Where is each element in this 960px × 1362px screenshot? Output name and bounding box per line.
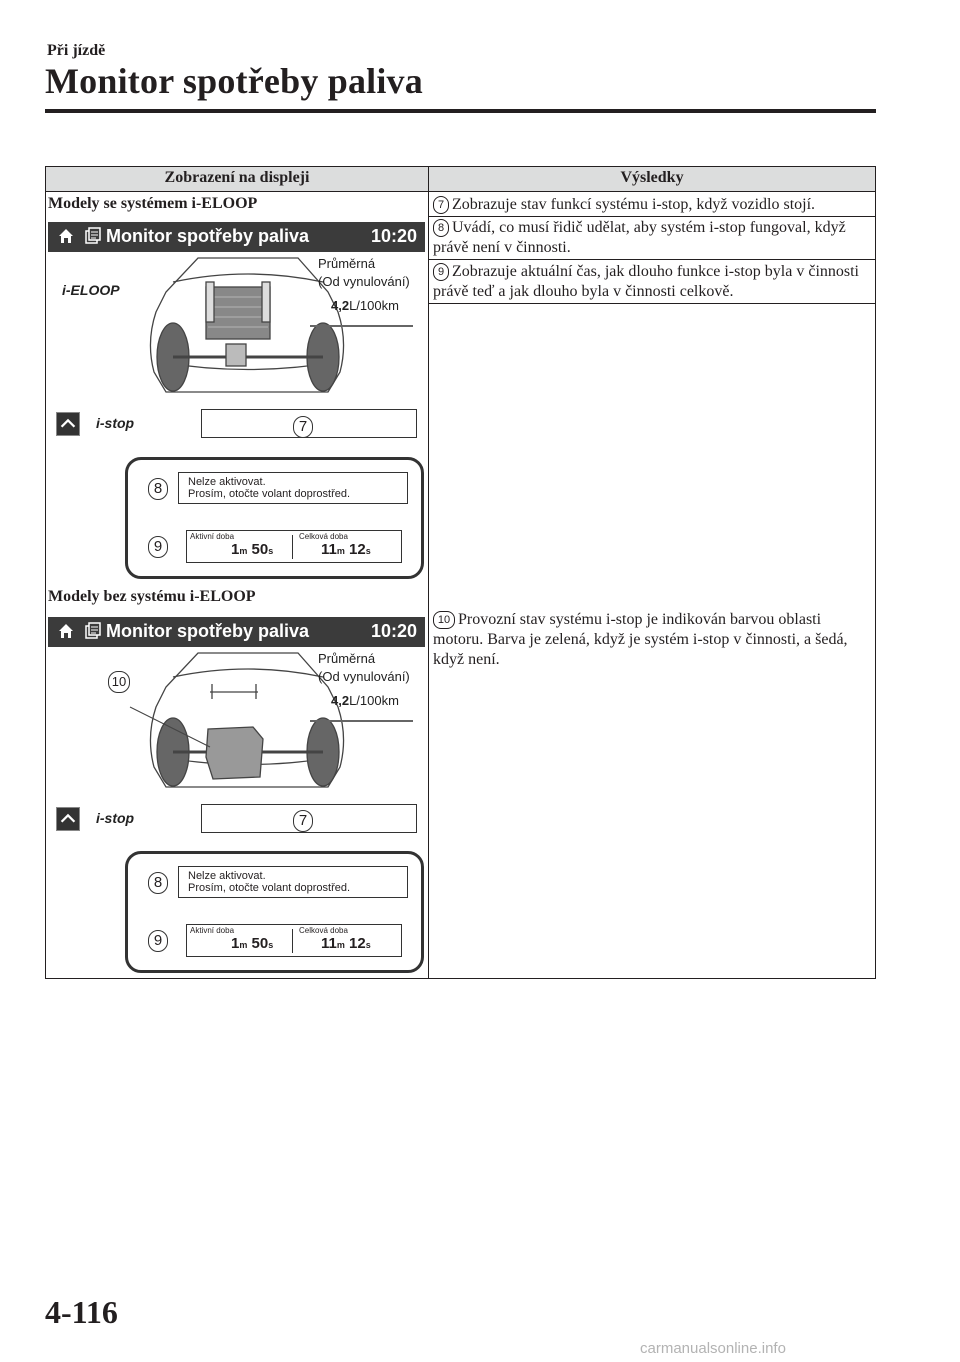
callout-8: 8 xyxy=(148,872,168,894)
message-line-2: Prosím, otočte volant doprostřed. xyxy=(188,488,351,500)
callout-7: 7 xyxy=(293,416,313,438)
message-line-2: Prosím, otočte volant doprostřed. xyxy=(188,882,351,894)
active-time-label: Aktivní doba xyxy=(190,532,235,541)
callout-9: 9 xyxy=(148,930,168,952)
total-time-label: Celková doba xyxy=(299,926,348,935)
avg-number: 4,2 xyxy=(331,298,350,313)
screen-header xyxy=(48,617,425,647)
home-icon xyxy=(57,227,75,245)
average-label: Průměrná xyxy=(318,651,376,666)
screen-title: Monitor spotřeby paliva xyxy=(106,621,310,641)
istop-label: i-stop xyxy=(96,810,135,826)
screen-clock: 10:20 xyxy=(370,226,417,246)
home-icon xyxy=(57,622,75,640)
total-time-label: Celková doba xyxy=(299,532,348,541)
screen-title: Monitor spotřeby paliva xyxy=(106,226,310,246)
time-separator xyxy=(292,929,293,953)
callout-number: 8 xyxy=(433,219,449,237)
row-divider xyxy=(429,303,875,304)
message-line-1: Nelze aktivovat. xyxy=(188,870,266,882)
callout-9: 9 xyxy=(148,536,168,558)
time-box xyxy=(186,530,402,563)
avg-number: 4,2 xyxy=(331,693,350,708)
document-icon xyxy=(84,227,102,245)
result-item-7 xyxy=(433,195,869,215)
callout-7: 7 xyxy=(293,810,313,832)
model-label-with-eloop: Modely se systémem i-ELOOP xyxy=(48,195,258,212)
result-item-9 xyxy=(433,262,869,302)
active-time-value: 1m 50s xyxy=(231,935,274,952)
header-results: Výsledky xyxy=(620,169,684,186)
average-sub-label: (Od vynulování) xyxy=(318,274,410,289)
model-label-without-eloop: Modely bez systému i-ELOOP xyxy=(48,588,256,605)
result-text: Zobrazuje stav funkcí systému i-stop, když vozidlo stojí. xyxy=(452,196,816,213)
eloop-label: i-ELOOP xyxy=(62,282,120,298)
row-divider xyxy=(429,259,875,260)
callout-number: 7 xyxy=(433,196,449,214)
page-title: Monitor spotřeby paliva xyxy=(45,61,423,101)
istop-popup xyxy=(125,851,424,973)
screen-clock: 10:20 xyxy=(370,621,417,641)
watermark: carmanualsonline.info xyxy=(640,1340,786,1357)
istop-bar xyxy=(48,800,425,837)
chevron-up-icon xyxy=(56,807,80,831)
title-rule xyxy=(45,109,876,113)
callout-number: 9 xyxy=(433,263,449,281)
page-number: 4-116 xyxy=(45,1294,118,1330)
callout-10: 10 xyxy=(108,671,130,693)
column-divider xyxy=(428,167,429,978)
result-text: Provozní stav systému i-stop je indikován barvou oblasti motoru. Barva je zelená, když je systém i-stop v činnosti, a šedá, když není. xyxy=(433,611,848,668)
avg-unit: L/100km xyxy=(349,693,399,708)
row-divider xyxy=(429,216,875,217)
display-screen-eloop xyxy=(48,222,425,442)
document-icon xyxy=(84,622,102,640)
screen-header xyxy=(48,222,425,252)
time-box xyxy=(186,924,402,957)
total-time-value: 11m 12s xyxy=(321,541,371,558)
average-value xyxy=(331,693,399,708)
display-screen-no-eloop xyxy=(48,617,425,837)
avg-unit: L/100km xyxy=(349,298,399,313)
istop-bar xyxy=(48,405,425,442)
result-item-10 xyxy=(433,610,869,670)
istop-popup xyxy=(125,457,424,579)
section-label: Při jízdě xyxy=(47,42,106,59)
average-sub-label: (Od vynulování) xyxy=(318,669,410,684)
callout-number: 10 xyxy=(433,611,455,629)
average-value xyxy=(331,298,399,313)
header-display: Zobrazení na displeji xyxy=(164,169,310,186)
active-time-label: Aktivní doba xyxy=(190,926,235,935)
result-text: Zobrazuje aktuální čas, jak dlouho funkce i-stop byla v činnosti právě teď a jak dlouho byla v činnosti celkově. xyxy=(433,263,859,300)
active-time-value: 1m 50s xyxy=(231,541,274,558)
total-time-value: 11m 12s xyxy=(321,935,371,952)
message-box xyxy=(178,472,408,504)
result-item-8 xyxy=(433,218,869,258)
time-separator xyxy=(292,535,293,559)
callout-8: 8 xyxy=(148,478,168,500)
message-box xyxy=(178,866,408,898)
average-label: Průměrná xyxy=(318,256,376,271)
chevron-up-icon xyxy=(56,412,80,436)
istop-label: i-stop xyxy=(96,415,135,431)
message-line-1: Nelze aktivovat. xyxy=(188,476,266,488)
result-text: Uvádí, co musí řidič udělat, aby systém i-stop fungoval, když právě není v činnosti. xyxy=(433,219,846,256)
